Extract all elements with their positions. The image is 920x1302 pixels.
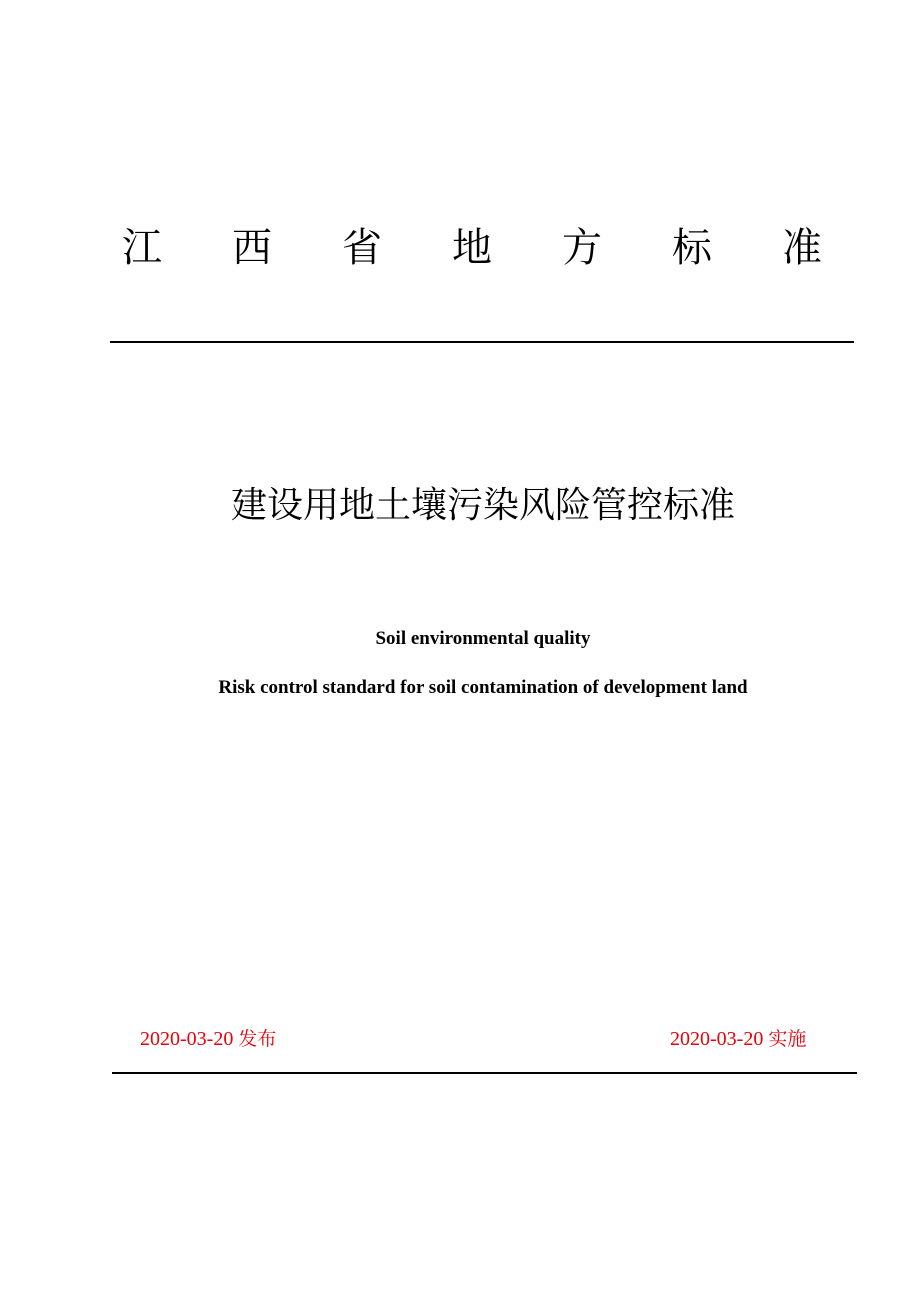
publish-date-label: 发布 (238, 1028, 277, 1050)
heading-char: 标 (672, 225, 712, 271)
heading-char: 方 (562, 225, 602, 271)
publish-date (140, 1026, 276, 1052)
bottom-divider (112, 1072, 857, 1074)
document-title-english-line1: Soil environmental quality (375, 628, 591, 649)
heading-char: 江 (122, 225, 162, 271)
document-title-english-line2: Risk control standard for soil contamination of development land (218, 677, 748, 698)
heading-char: 西 (232, 225, 272, 271)
implement-date (670, 1026, 806, 1052)
publish-date-value: 2020-03-20 (140, 1028, 234, 1050)
heading-char: 省 (342, 225, 382, 271)
implement-date-value: 2020-03-20 (670, 1028, 764, 1050)
document-title-chinese: 建设用地土壤污染风险管控标准 (230, 485, 735, 526)
top-divider (110, 341, 854, 343)
heading-char: 地 (452, 225, 492, 271)
standard-type-heading (122, 218, 822, 278)
implement-date-label: 实施 (768, 1028, 807, 1050)
heading-char: 准 (782, 225, 822, 271)
